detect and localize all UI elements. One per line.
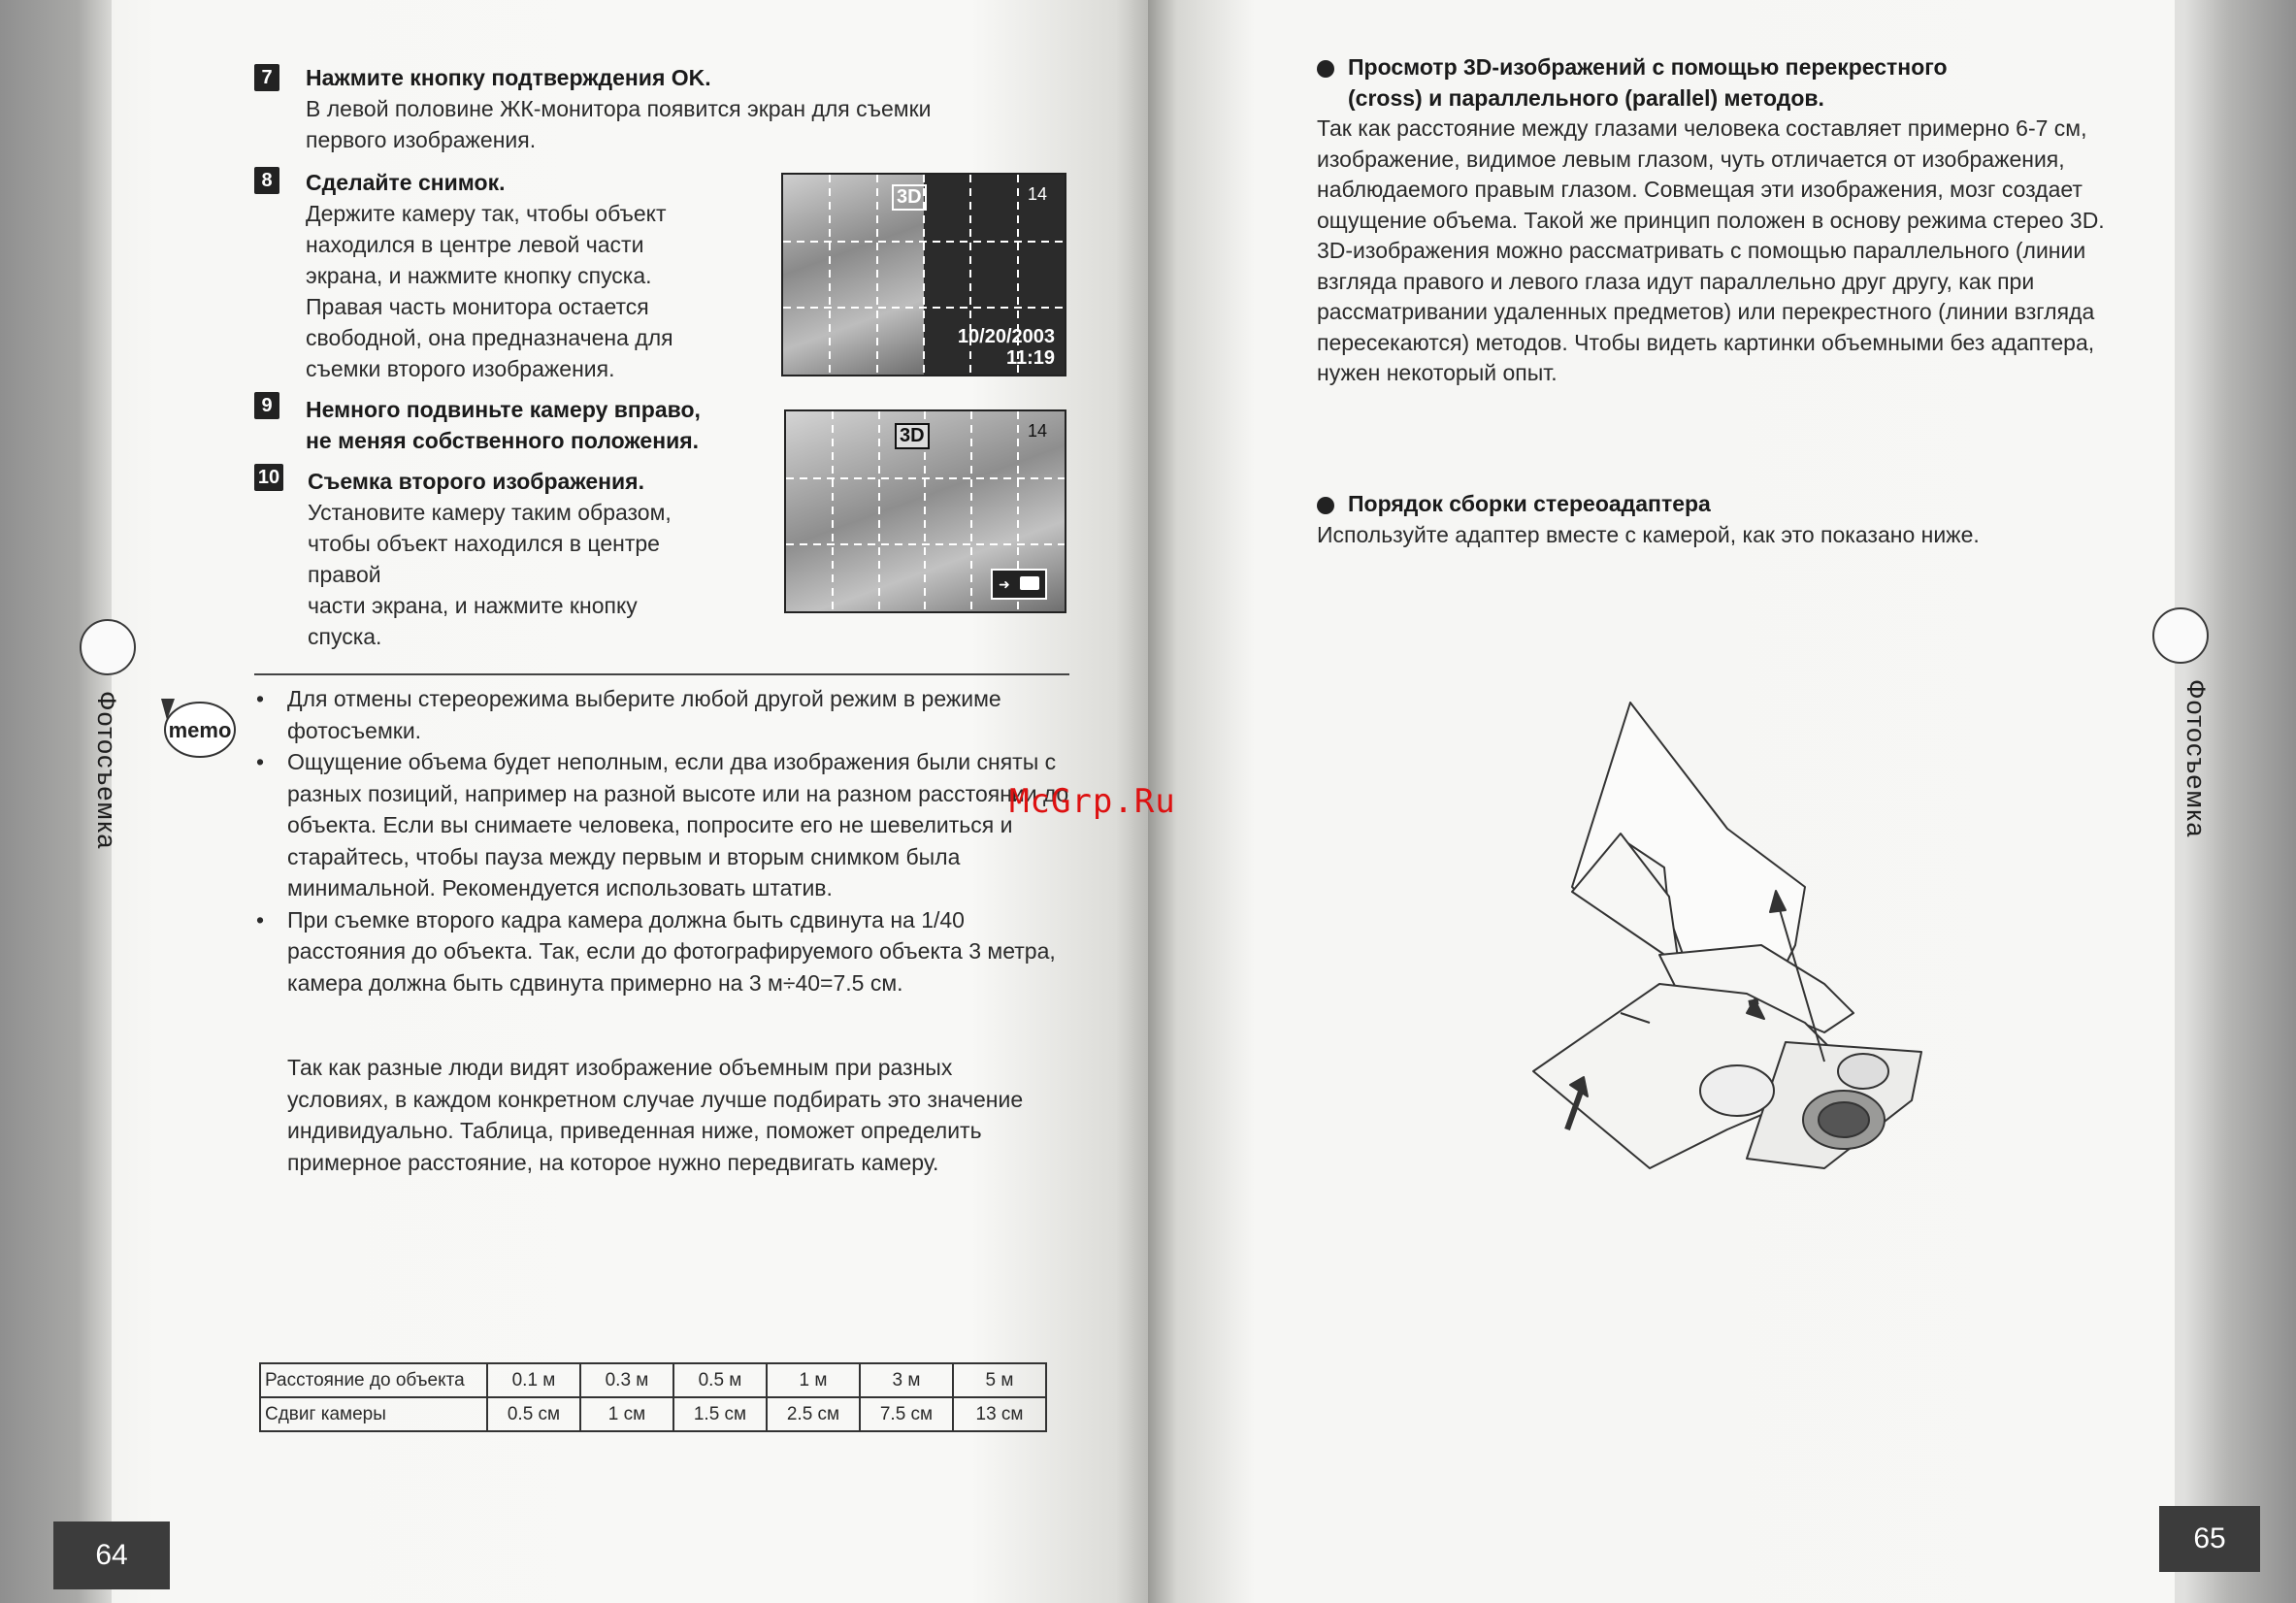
watermark: McGrp.Ru — [1009, 782, 1176, 821]
step-8-line: свободной, она предназначена для — [306, 325, 673, 350]
step-9 — [306, 394, 791, 456]
table-row — [260, 1397, 1046, 1431]
memo-label: memo — [168, 718, 232, 742]
step-10-line: части экрана, и нажмите кнопку — [308, 593, 638, 618]
table-cell: 7.5 см — [860, 1397, 953, 1431]
table-row — [260, 1363, 1046, 1397]
step-9-title-line: Немного подвиньте камеру вправо, — [306, 397, 701, 422]
table-cell: 1 м — [767, 1363, 860, 1397]
lcd-shot-count: 14 — [1027, 184, 1047, 204]
lcd-screen-second — [784, 409, 1066, 613]
step-8-line: Правая часть монитора остается — [306, 294, 649, 319]
lcd-screen-first — [781, 173, 1066, 376]
table-row-label: Сдвиг камеры — [260, 1397, 487, 1431]
step-8-title: Сделайте снимок. — [306, 170, 506, 195]
lcd-time: 11:19 — [1005, 347, 1055, 369]
step-8-number: 8 — [254, 167, 279, 194]
page-number-right: 65 — [2159, 1506, 2260, 1572]
section-title-cont: (cross) и параллельного (parallel) методов. — [1348, 84, 1824, 111]
side-tab-dot — [80, 619, 136, 675]
memo-note: • Для отмены стереорежима выберите любой другой режим в режиме фотосъемки. — [254, 683, 1074, 746]
lcd-mode-badge: 3D — [895, 423, 930, 449]
memo-notes — [254, 683, 1074, 998]
step-10-title: Съемка второго изображения. — [308, 469, 644, 494]
step-7-title: Нажмите кнопку подтверждения OK. — [306, 65, 711, 90]
table-cell: 0.1 м — [487, 1363, 580, 1397]
section-title: Просмотр 3D-изображений с помощью перекрестного — [1317, 52, 2113, 83]
side-tab-dot — [2152, 607, 2209, 664]
section-stereo-viewing — [1317, 52, 2113, 389]
step-10-line: правой — [308, 562, 381, 587]
table-cell: 0.5 м — [673, 1363, 767, 1397]
side-label-left: Фотосъемка — [92, 691, 121, 850]
memo-note-continuation: Так как разные люди видят изображение объемным при разных условиях, в каждом конкретном случае лучше подбирать это значение индивидуально. Таблица, приведенная ниже, поможет определить примерное расстояние, на которое нужно передвигать камеру. — [287, 1055, 1024, 1175]
step-10-line: чтобы объект находился в центре — [308, 531, 660, 556]
step-8-line: съемки второго изображения. — [306, 356, 615, 381]
step-8-line: Держите камеру так, чтобы объект — [306, 201, 667, 226]
step-8 — [306, 167, 791, 384]
table-row-label: Расстояние до объекта — [260, 1363, 487, 1397]
step-10-line: спуска. — [308, 624, 382, 649]
table-cell: 0.3 м — [580, 1363, 673, 1397]
table-cell: 0.5 см — [487, 1397, 580, 1431]
step-10-line: Установите камеру таким образом, — [308, 500, 672, 525]
table-cell: 5 м — [953, 1363, 1046, 1397]
memo-note: • Ощущение объема будет неполным, если два изображения были сняты с разных позиций, например на разной высоте или на разном расстоянии до объекта. Если вы снимаете человека, попросите его не шевелиться и старайтесь, чтобы пауза между первым и вторым снимком была минимальной. Рекомендуется использовать штатив. — [254, 746, 1074, 904]
step-9-number: 9 — [254, 392, 279, 419]
table-cell: 2.5 см — [767, 1397, 860, 1431]
step-7-text: В левой половине ЖК-монитора появится экран для съемки первого изображения. — [306, 96, 932, 152]
camera-shift-icon: ➜ — [991, 569, 1047, 600]
step-10-number: 10 — [254, 464, 283, 491]
step-8-line: экрана, и нажмите кнопку спуска. — [306, 263, 652, 288]
distance-table — [259, 1362, 1047, 1432]
step-7-number: 7 — [254, 64, 279, 91]
side-label-right: Фотосъемка — [2181, 679, 2211, 838]
section-adapter-assembly — [1317, 489, 2113, 550]
step-7 — [306, 62, 1043, 155]
memo-divider — [254, 673, 1069, 675]
memo-icon — [153, 691, 237, 761]
lcd-shot-count: 14 — [1027, 421, 1047, 441]
step-8-line: находился в центре левой части — [306, 232, 644, 257]
section-title: Порядок сборки стереоадаптера — [1317, 489, 2113, 520]
page-number-left: 64 — [53, 1521, 170, 1589]
stereo-adapter-illustration — [1514, 693, 1931, 1188]
step-10 — [308, 466, 773, 652]
bullet-dot-icon — [1317, 60, 1334, 78]
section-body: Так как расстояние между глазами человека составляет примерно 6-7 см, изображение, видимое левым глазом, чуть отличается от изображения, наблюдаемого правым глазом. Совмещая эти изображения, мозг создает ощущение объема. Такой же принцип положен в основу режима стерео 3D. 3D-изображения можно рассматривать с помощью параллельного (линии взгляда правого и левого глаза идут параллельно друг другу, как при рассматривании удаленных предметов) или перекрестного (линии взгляда пересекаются) методов. Чтобы видеть картинки объемными без адаптера, нужен некоторый опыт. — [1317, 115, 2105, 385]
lcd-date: 10/20/2003 — [957, 326, 1055, 347]
table-cell: 1.5 см — [673, 1397, 767, 1431]
table-cell: 13 см — [953, 1397, 1046, 1431]
bullet-dot-icon — [1317, 497, 1334, 514]
section-body: Используйте адаптер вместе с камерой, как это показано ниже. — [1317, 521, 1980, 547]
table-cell: 3 м — [860, 1363, 953, 1397]
table-cell: 1 см — [580, 1397, 673, 1431]
step-9-title-line: не меняя собственного положения. — [306, 428, 700, 453]
lcd-mode-badge: 3D — [892, 184, 927, 211]
memo-note: • При съемке второго кадра камера должна быть сдвинута на 1/40 расстояния до объекта. Так, если до фотографируемого объекта 3 метра, камера должна быть сдвинута примерно на 3 м÷40=7.5 см. — [254, 904, 1074, 999]
